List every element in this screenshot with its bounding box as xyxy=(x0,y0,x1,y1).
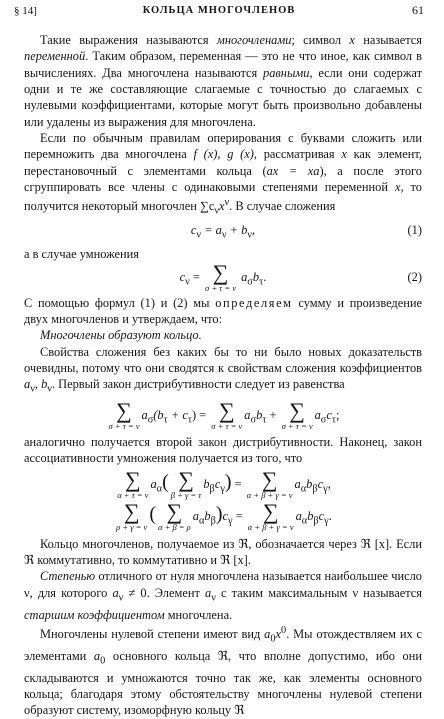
equation-number-2: (2) xyxy=(407,269,422,284)
page-number: 61 xyxy=(412,3,424,17)
equation-number-1: (1) xyxy=(407,223,422,238)
paragraph-product-intro: а в случае умножения xyxy=(24,247,140,262)
formula-product: $c_\nu$ = ∑ σ + τ = ν $a_\sigma b_\tau$. (2) xyxy=(179,259,422,293)
paragraph-degree: Степенью отличного от нуля многочлена называется наибольшее число ν, для которого $a_\nu \ne 0$. Элемент $a_\nu$ с таким максимальным ν называется старшим коэффициентом многочлена. xyxy=(24,569,422,622)
paragraph-zero-degree: Многочлены нулевой степени имеют вид $a_0x^0$. Мы отождествляем их с элементами $a_0$ основного кольца ℜ, что вполне допустимо, ибо они складываются и умножаются точно так же, как элементы основного кольца; благодаря этому обстоятельству многочлены нулевой степени образуют систему, изоморфную кольцу ℜ xyxy=(24,624,423,718)
running-title: КОЛЬЦА МНОГОЧЛЕНОВ xyxy=(142,5,296,16)
formula-distributivity: ∑ σ + τ = ν $a_\sigma(b_\tau + c_\tau)$ = ∑ σ + τ = ν $a_\sigma b_\tau$ + ∑ σ + τ = ν $a_\sigma c_\tau$; xyxy=(108,398,340,432)
paragraph-define-operations: С помощью формул (1) и (2) мы определяем сумму и произведение двух многочленов и утверждаем, что: xyxy=(24,295,422,326)
page-body xyxy=(24,32,422,719)
formula-associativity-line2: ∑ ρ + γ = ν ( ∑ α + β = ρ $a_\alpha b_\beta)c_\gamma$ = ∑ α + β + γ = ν $a_\alpha b_\beta c_\gamma$. xyxy=(116,498,332,532)
formula-associativity-line1: ∑ α + τ = ν $a_\alpha$( ∑ β + γ = τ $b_\beta c_\gamma$) = ∑ α + β + γ = ν $a_\alpha b_\beta c_\gamma$, xyxy=(117,466,331,500)
paragraph-polynomial-ring: Кольцо многочленов, получаемое из ℜ, обозначается через ℜ [x]. Если ℜ коммутативно, то коммутативно и ℜ [x]. xyxy=(24,536,422,568)
paragraph-addition-properties: Свойства сложения без каких бы то ни было новых доказательств очевидны, потому что они сводятся к свойствам сложения коэффициентов $a_\nu$, $b_\nu$. Первый закон дистрибутивности следует из равенства xyxy=(24,344,422,395)
paragraph-definition-polynomial: Такие выражения называются многочленами; символ x называется переменной. Таким образом, переменная — это не что иное, как символ в вычислениях. Два многочлена называются равными, если они содержат одни и те же составляющие слагаемые с точностью до слагаемых с нулевыми коэффициентами, которые могут быть произвольно добавлены или удалены из выражения для многочлена. xyxy=(24,33,423,129)
formula-sum: $c_\nu = a_\nu + b_\nu$, (1) xyxy=(190,223,422,241)
running-header xyxy=(14,2,424,18)
paragraph-associativity: аналогично получается второй закон дистрибутивности. Наконец, закон ассоциативности умножения получается из того, что xyxy=(24,435,422,466)
section-number: § 14] xyxy=(14,5,37,17)
paragraph-theorem: Многочлены образуют кольцо. xyxy=(40,328,202,343)
paragraph-operations: Если по обычным правилам оперирования с буквами сложить или перемножить два многочлена f (x), g (x), рассматривая x как элемент, перестановочный с элементами кольца (ax = xa), а после этого сгруппировать все члены с одинаковыми степенями переменной x, то получится некоторый многочлен $\sum c_\nu x^\nu$. В случае сложения xyxy=(24,131,422,218)
